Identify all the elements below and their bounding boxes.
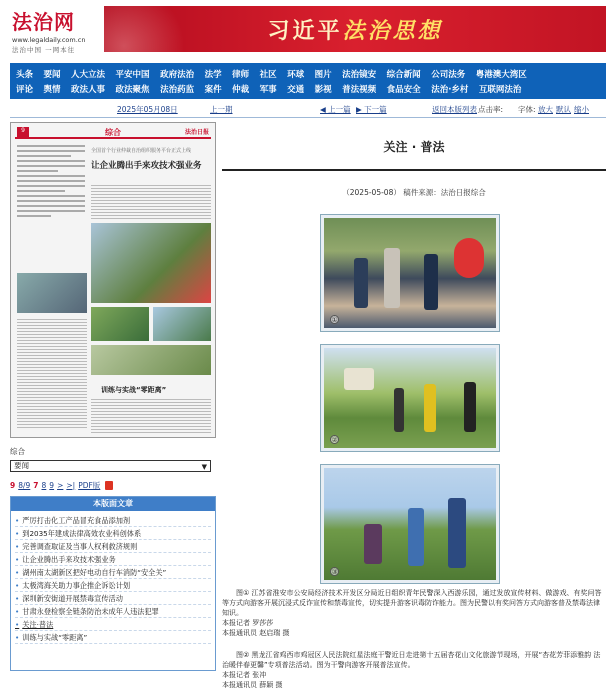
bullet-icon: • [15, 633, 20, 642]
font-size-label: 字体: [518, 104, 536, 114]
bullet-icon: • [15, 620, 20, 629]
thumb-photo [91, 223, 211, 303]
newspaper-page-thumbnail[interactable] [10, 122, 216, 438]
caption-correspondent: 本报通讯员 赵启瑞 摄 [222, 629, 290, 637]
thumb-section: 综合 [105, 128, 121, 137]
article-list-item[interactable] [15, 566, 211, 579]
nav-item[interactable]: 律师 [232, 69, 250, 80]
nav-item[interactable]: 要闻 [43, 69, 61, 80]
nav-item[interactable]: 互联网法治 [478, 84, 522, 95]
bullet-icon: • [15, 607, 20, 616]
logo-text: 法治网 [12, 10, 75, 34]
article-meta: （2025-05-08） 稿件来源：法治日报综合 [342, 188, 486, 197]
issue-date-link[interactable]: 2025年05月08日 [117, 104, 178, 114]
article-link[interactable]: 甘肃永登检察全链条防治未成年人违法犯罪 [22, 607, 159, 616]
caption-correspondent: 本报通讯员 薛颖 摄 [222, 681, 283, 689]
nav-item[interactable]: 法治·乡村 [431, 84, 469, 95]
page-link[interactable]: 8 [41, 481, 47, 490]
nav-item[interactable]: 综合新闻 [386, 69, 421, 80]
page-pagination [10, 480, 216, 491]
page-link[interactable]: 9 [10, 481, 16, 490]
thumb-header [15, 127, 211, 139]
photo-number-2: ② [331, 436, 338, 444]
main-nav [10, 63, 606, 99]
caption-text: 图① 江苏省淮安市公安局经济技术开发区分局近日组织青年民警深入西游乐园，通过发放宣传材料、做游戏、有奖问答等方式向游客开展沉浸式反诈宣传和禁毒宣传，切实提升游客识毒防诈能力。图为民警以有奖问答方式向游客普及禁毒法律知识。 [222, 589, 602, 617]
page-articles-box [10, 496, 216, 671]
prev-issue-link[interactable]: 上一期 [210, 104, 233, 114]
nav-row-2 [16, 81, 600, 96]
logo-url: www.legaldaily.com.cn [12, 36, 86, 44]
nav-item[interactable]: 法治药监 [160, 84, 195, 95]
nav-item[interactable]: 法治镜安 [342, 69, 377, 80]
nav-item[interactable]: 仲裁 [232, 84, 250, 95]
back-to-list-link[interactable]: 返回本版列表 [432, 104, 477, 114]
thumb-photo [17, 273, 87, 313]
nav-row-1 [16, 66, 600, 81]
banner-decoration [104, 6, 194, 52]
nav-item[interactable]: 案件 [204, 84, 222, 95]
chevron-down-icon: ▼ [201, 463, 207, 471]
article-list-item[interactable] [15, 605, 211, 618]
banner-title: 习近平法治思想 [267, 17, 443, 44]
photo-image [324, 218, 496, 328]
thumb-text-block [17, 319, 87, 429]
nav-item[interactable]: 普法视频 [342, 84, 377, 95]
photo-number-1: ① [331, 316, 338, 324]
font-default-link[interactable]: 默认 [556, 104, 571, 114]
nav-item[interactable]: 粤港澳大湾区 [475, 69, 527, 80]
info-bar [10, 101, 606, 118]
section-label: 综合 [10, 447, 25, 456]
photo-image [324, 348, 496, 448]
article-link[interactable]: 深圳新安街道开展禁毒宣传活动 [22, 594, 123, 603]
article-photo-2[interactable] [320, 344, 500, 452]
thumb-brand: 法治日报 [184, 129, 209, 136]
left-column [10, 122, 216, 671]
nav-item[interactable]: 影视 [314, 84, 332, 95]
caption-text: 图② 黑龙江省鸡西市鸡冠区人民法院红星法庭干警近日走进第十五届杏花山文化旅游节现场，开展“杏花芳菲添雅韵 法治暖伴春更馨”专项普法活动。图为干警向游客开展普法宣传。 [222, 651, 601, 669]
next-article-link[interactable]: ▶ 下一篇 [356, 104, 387, 114]
nav-item[interactable]: 军事 [259, 84, 277, 95]
font-shrink-link[interactable]: 缩小 [574, 104, 589, 114]
section-select[interactable] [10, 460, 211, 472]
article-list-item[interactable] [15, 631, 211, 644]
page-link[interactable]: 9 [49, 481, 55, 490]
article-link[interactable]: 严厉打击化工产品冒充食品添加剂 [22, 516, 131, 525]
article-link[interactable]: 到2035年建成法律高效农业科创体系 [22, 529, 142, 538]
article-list-item[interactable] [15, 540, 211, 553]
nav-item[interactable]: 政府法治 [160, 69, 195, 80]
article-link[interactable]: 太极湾海关助力事企推企诉讼计划 [22, 581, 131, 590]
top-banner [104, 6, 606, 52]
nav-item[interactable]: 头条 [16, 69, 34, 80]
page-articles-title: 本版面文章 [11, 497, 215, 511]
article-link[interactable]: 关注·普法 [22, 620, 54, 629]
pdf-link[interactable]: PDF版 [78, 481, 101, 490]
thumb-subheadline: 全国首个行业仲裁自治组织服务平台正式上线 [91, 148, 192, 154]
caption-reporter: 本报记者 罗莎莎 [222, 619, 274, 627]
thumb-photo [91, 307, 149, 341]
article-list-item[interactable] [15, 514, 211, 527]
font-enlarge-link[interactable]: 放大 [538, 104, 553, 114]
article-list-item[interactable] [15, 527, 211, 540]
logo-slogan: 法治中国 一网本往 [12, 46, 76, 54]
bullet-icon: • [15, 555, 20, 564]
article-title: 关注 · 普法 [383, 140, 445, 154]
article-column [222, 122, 606, 689]
photo-caption-1 [222, 588, 606, 638]
photo-caption-2 [222, 650, 606, 690]
prev-article-link[interactable]: ◀ 上一篇 [320, 104, 351, 114]
nav-item[interactable]: 评论 [16, 84, 34, 95]
article-link[interactable]: 湖州南太湖新区把好电动自行车消防“安全关” [22, 568, 167, 577]
nav-item[interactable]: 法学 [204, 69, 222, 80]
article-list-item[interactable] [15, 553, 211, 566]
article-list-item[interactable] [15, 592, 211, 605]
caption-reporter: 本报记者 张冲 [222, 671, 267, 679]
last-page-link[interactable]: >| [66, 481, 76, 490]
site-logo[interactable] [12, 6, 104, 52]
site-header [0, 0, 614, 60]
article-list [11, 511, 215, 647]
pdf-icon[interactable] [105, 481, 113, 490]
nav-item[interactable]: 食品安全 [386, 84, 421, 95]
nav-item[interactable]: 图片 [314, 69, 332, 80]
thumb-text-block [91, 185, 211, 219]
nav-item[interactable]: 政法人事 [71, 84, 106, 95]
nav-item[interactable]: 舆情 [43, 84, 61, 95]
thumb-photo [91, 345, 211, 375]
nav-item[interactable]: 社区 [259, 69, 277, 80]
bullet-icon: • [15, 529, 20, 538]
next-page-link[interactable]: > [57, 481, 64, 490]
bullet-icon: • [15, 568, 20, 577]
nav-item[interactable]: 交通 [287, 84, 305, 95]
thumb-headline-2: 训练与实战“零距离” [101, 386, 167, 394]
bullet-icon: • [15, 516, 20, 525]
thumb-headline: 让企业腾出手来攻技术强业务 [91, 161, 202, 171]
bullet-icon: • [15, 542, 20, 551]
article-link[interactable]: 让企业腾出手来攻技术强业务 [22, 555, 116, 564]
bullet-icon: • [15, 581, 20, 590]
thumb-photo [153, 307, 211, 341]
article-photo-3[interactable] [320, 464, 500, 584]
hits-label: 点击率: [478, 104, 504, 114]
page-link[interactable]: 8/9 [18, 481, 31, 490]
thumb-page-number: 9 [17, 127, 29, 137]
article-link[interactable]: 训练与实战“零距离” [22, 633, 88, 642]
nav-item[interactable]: 人大立法 [71, 69, 106, 80]
nav-item[interactable]: 政法聚焦 [115, 84, 150, 95]
title-divider [222, 169, 606, 171]
article-photo-1[interactable] [320, 214, 500, 332]
article-list-item[interactable] [15, 579, 211, 592]
photo-image [324, 468, 496, 580]
nav-item[interactable]: 公司法务 [431, 69, 466, 80]
article-list-item[interactable] [15, 618, 211, 631]
nav-item[interactable]: 平安中国 [115, 69, 150, 80]
page-link[interactable]: 7 [33, 481, 39, 490]
photo-number-3: ③ [331, 568, 338, 576]
bullet-icon: • [15, 594, 20, 603]
thumb-left-text [17, 145, 85, 220]
section-select-value: 要闻 [14, 461, 29, 470]
thumb-text-block [91, 399, 211, 433]
nav-item[interactable]: 环球 [287, 69, 305, 80]
article-link[interactable]: 完善调查取证及当事人权利救济规则 [22, 542, 138, 551]
